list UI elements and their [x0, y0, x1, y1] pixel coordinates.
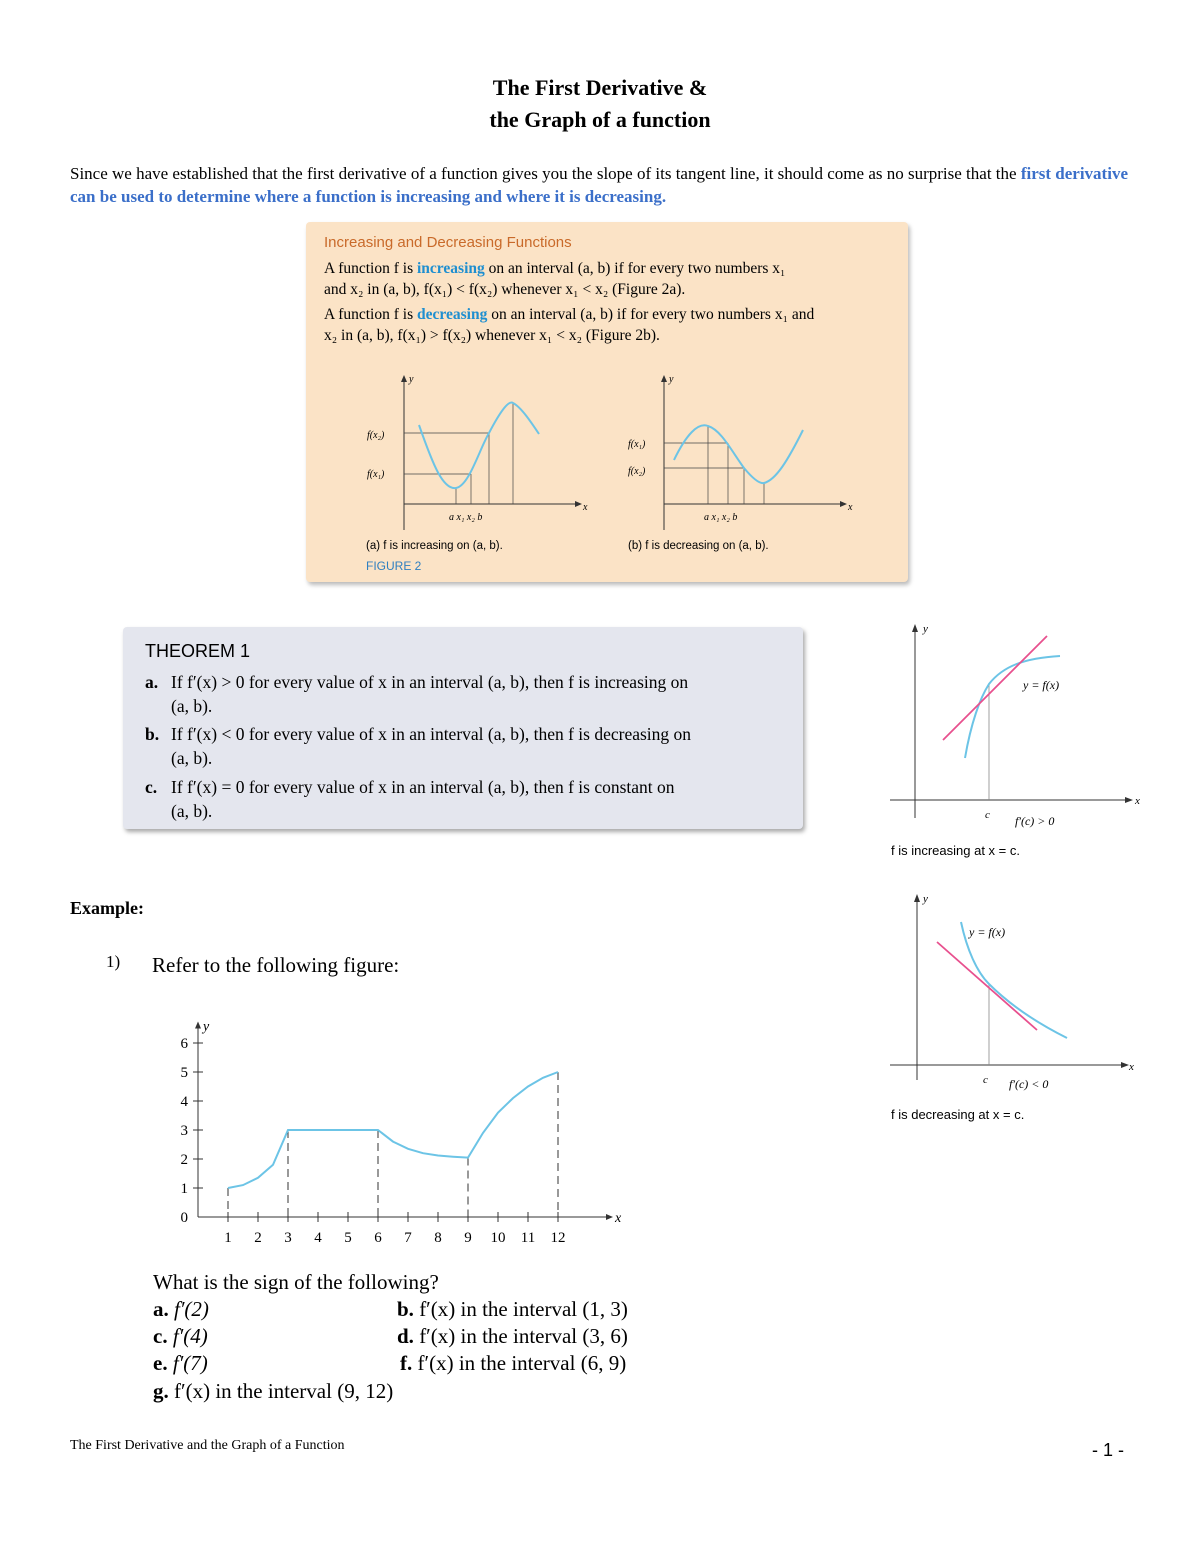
definition-title: Increasing and Decreasing Functions	[324, 234, 572, 251]
x-tick-label: 11	[520, 1230, 536, 1246]
intro-text: Since we have established that the first derivative of a function gives you the slope of its tangent line, it should come as no surprise that the	[70, 164, 1021, 183]
part-b: b. f′(x) in the interval (1, 3)	[397, 1297, 628, 1321]
page-number: - 1 -	[1092, 1440, 1125, 1460]
part-g: g. f′(x) in the interval (9, 12)	[153, 1379, 394, 1403]
sign-question: What is the sign of the following?	[153, 1270, 439, 1294]
part-a: a. f′(2)	[153, 1297, 209, 1321]
increasing-definition: A function f is increasing on an interval (a, b) if for every two numbers x₁	[324, 260, 786, 277]
y-axis-arrow	[195, 1022, 201, 1029]
x-tick-label: 12	[550, 1230, 566, 1246]
x-tick-label: 9	[464, 1230, 472, 1246]
x-tick-label: 5	[344, 1230, 352, 1246]
x-tick-label: 1	[224, 1230, 232, 1246]
theorem-item-b: b. If f′(x) < 0 for every value of x in an interval (a, b), then f is decreasing on	[145, 724, 692, 744]
x-tick-label: 8	[434, 1230, 442, 1246]
dec-curve-label: y = f(x)	[969, 925, 1006, 939]
decreasing-definition-2: x₂ in (a, b), f(x₁) > f(x₂) whenever x₁ < x₂ (Figure 2b).	[324, 327, 660, 344]
x-tick-label: 4	[314, 1230, 322, 1246]
fig2a-tick-labels: a x₁ x₂ b	[449, 512, 483, 523]
x-tick-label: 6	[374, 1230, 382, 1246]
y-tick-label: 6	[180, 1036, 188, 1052]
y-tick-label: 4	[180, 1094, 188, 1110]
page-title: The First Derivative &	[492, 75, 708, 100]
theorem-box	[123, 627, 803, 829]
theorem-title: THEOREM 1	[145, 641, 251, 661]
intro-highlight: first derivative can be used to determine where a function is increasing and where it is decreasing.	[70, 164, 1128, 206]
y-axis-label: y	[203, 1019, 210, 1035]
part-d: d. f′(x) in the interval (3, 6)	[397, 1324, 628, 1348]
figure-2a	[361, 370, 601, 540]
fig2b-x-label: x	[848, 502, 853, 513]
figure-2b	[626, 370, 866, 540]
inc-curve-label: y = f(x)	[1023, 678, 1060, 692]
part-e: e. f′(7)	[153, 1351, 208, 1375]
example-label: Example:	[70, 898, 144, 918]
inc-y-label: y	[923, 623, 928, 635]
dec-y-label: y	[923, 893, 928, 905]
inc-caption: f is increasing at x = c.	[891, 843, 1020, 858]
side-figure-decreasing	[885, 890, 1145, 1130]
intro-paragraph	[70, 162, 1130, 208]
x-axis-arrow	[606, 1214, 613, 1220]
inc-c-label: c	[985, 809, 990, 821]
x-tick-label: 3	[284, 1230, 292, 1246]
dec-c-label: c	[983, 1074, 988, 1086]
fig2b-tick-labels: a x₁ x₂ b	[704, 512, 738, 523]
theorem-item-b-cont: (a, b).	[171, 748, 213, 768]
dec-caption: f is decreasing at x = c.	[891, 1107, 1025, 1122]
inc-x-label: x	[1135, 795, 1140, 807]
x-tick-label: 2	[254, 1230, 262, 1246]
x-tick-label: 10	[490, 1230, 506, 1246]
part-c: c. f′(4)	[153, 1324, 208, 1348]
theorem-item-c-cont: (a, b).	[171, 801, 213, 821]
fig2a-x-label: x	[583, 502, 588, 513]
question-text: Refer to the following figure:	[152, 953, 400, 977]
caption-2a: (a) f is increasing on (a, b).	[366, 540, 503, 552]
y-tick-label: 1	[180, 1181, 188, 1197]
x-tick-label: 7	[404, 1230, 412, 1246]
dec-condition: f′(c) < 0	[1009, 1077, 1049, 1091]
fig2b-fx2-label: f(x₂)	[628, 466, 646, 477]
fig2a-fx1-label: f(x₁)	[367, 469, 385, 480]
footer-text: The First Derivative and the Graph of a Function	[70, 1438, 345, 1453]
y-tick-label: 2	[180, 1152, 188, 1168]
page-subtitle: the Graph of a function	[489, 107, 711, 132]
question-number: 1)	[106, 952, 121, 971]
y-tick-label: 0	[180, 1210, 188, 1226]
y-tick-label: 3	[180, 1123, 188, 1139]
side-figure-increasing	[885, 618, 1145, 858]
x-axis-label: x	[615, 1211, 622, 1226]
y-tick-label: 5	[180, 1065, 188, 1081]
example-chart	[168, 1000, 628, 1255]
fig2b-y-label: y	[669, 374, 674, 385]
caption-2b: (b) f is decreasing on (a, b).	[628, 540, 769, 552]
definition-box	[306, 222, 908, 582]
part-f: f. f′(x) in the interval (6, 9)	[400, 1351, 627, 1375]
theorem-item-a: a. If f′(x) > 0 for every value of x in an interval (a, b), then f is increasing on	[145, 672, 689, 692]
theorem-item-c: c. If f′(x) = 0 for every value of x in an interval (a, b), then f is constant on	[145, 777, 675, 797]
fig2a-y-label: y	[409, 374, 414, 385]
dec-x-label: x	[1129, 1061, 1134, 1073]
fig2b-fx1-label: f(x₁)	[628, 439, 646, 450]
increasing-definition-2: and x₂ in (a, b), f(x₁) < f(x₂) whenever x₁ < x₂ (Figure 2a).	[324, 281, 686, 298]
fig2a-fx2-label: f(x₂)	[367, 430, 385, 441]
inc-condition: f′(c) > 0	[1015, 814, 1055, 828]
decreasing-definition: A function f is decreasing on an interval (a, b) if for every two numbers x₁ and	[324, 306, 815, 323]
series-line-f	[228, 1072, 558, 1188]
figure-label: FIGURE 2	[366, 559, 422, 573]
theorem-item-a-cont: (a, b).	[171, 696, 213, 716]
